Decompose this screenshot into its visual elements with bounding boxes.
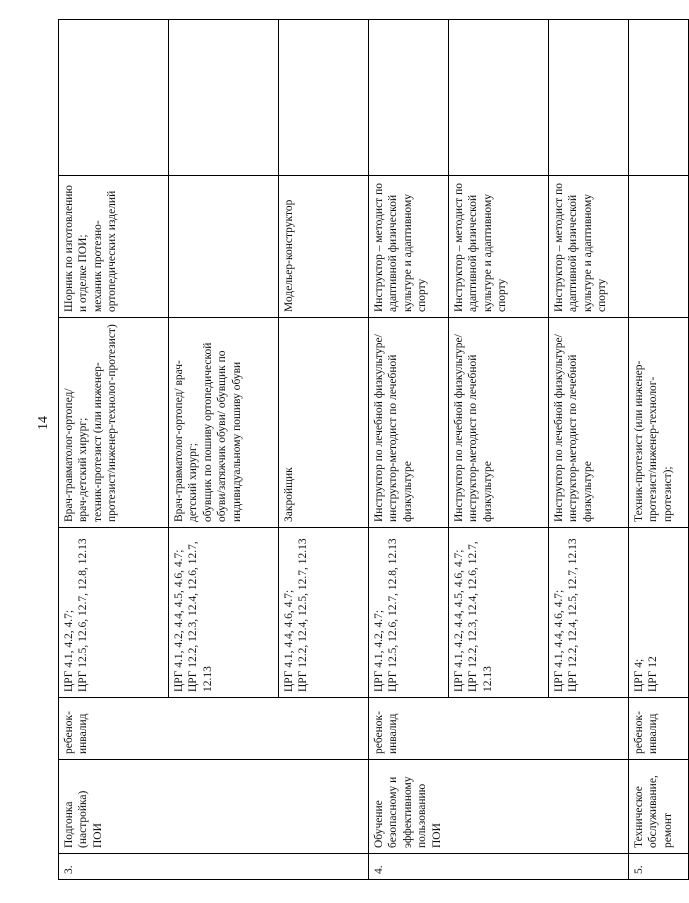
specialists-cell: Инструктор по лечебной физкультуре/ инструктор-методист по лечебной физкультуре (369, 318, 449, 528)
staff-cell (169, 176, 279, 318)
table-row (629, 20, 689, 880)
codes-cell: ЦРГ 4.1, 4.2, 4.7; ЦРГ 12.5, 12.6, 12.7, 12.8, 12.13 (369, 528, 449, 698)
empty-cell (369, 20, 449, 176)
codes-cell: ЦРГ 4.1, 4.4, 4.6, 4.7; ЦРГ 12.2, 12.4, 12.5, 12.7, 12.13 (279, 528, 369, 698)
codes-cell: ЦРГ 4.1, 4.4, 4.6, 4.7; ЦРГ 12.2, 12.4, 12.5, 12.7, 12.13 (549, 528, 629, 698)
specialists-cell: Закройщик (279, 318, 369, 528)
category-cell: ребенок-инвалид (59, 698, 369, 760)
staff-cell: Модельер-конструктор (279, 176, 369, 318)
rotated-table-wrapper (58, 20, 674, 880)
staff-cell: Инструктор – методист по адаптивной физической культуре и адаптивному спорту (369, 176, 449, 318)
category-cell: ребенок-инвалид (629, 698, 689, 760)
staff-cell: Инструктор – методист по адаптивной физической культуре и адаптивному спорту (449, 176, 549, 318)
page-number: 14 (36, 416, 51, 430)
rehab-table (58, 19, 689, 880)
codes-cell: ЦРГ 4.1, 4.2, 4.4, 4.5, 4.6, 4.7; ЦРГ 12.2, 12.3, 12.4, 12.6, 12.7, 12.13 (169, 528, 279, 698)
table-row (369, 20, 449, 880)
stage-cell: Техническое обслуживание, ремонт (629, 760, 689, 854)
codes-cell: ЦРГ 4; ЦРГ 12 (629, 528, 689, 698)
specialists-cell: Врач-травматолог-ортопед/ врач-детский хирург; обувщик по пошиву ортопедической обуви/затяжчик обуви/ обувщик по индивидуальному пошиву обуви (169, 318, 279, 528)
empty-cell (59, 20, 169, 176)
row-number: 3. (59, 854, 369, 880)
empty-cell (449, 20, 549, 176)
empty-cell (279, 20, 369, 176)
staff-cell (629, 176, 689, 318)
specialists-cell: Техник-протезист (или инженер-протезист/инженер-технолог-протезист); (629, 318, 689, 528)
row-number: 5. (629, 854, 689, 880)
empty-cell (549, 20, 629, 176)
codes-cell: ЦРГ 4.1, 4.2, 4.4, 4.5, 4.6, 4.7; ЦРГ 12.2, 12.3, 12.4, 12.6, 12.7, 12.13 (449, 528, 549, 698)
row-number: 4. (369, 854, 629, 880)
empty-cell (169, 20, 279, 176)
specialists-cell: Инструктор по лечебной физкультуре/ инструктор-методист по лечебной физкультуре (549, 318, 629, 528)
stage-cell: Обучение безопасному и эффективному пользованию ПОИ (369, 760, 629, 854)
codes-cell: ЦРГ 4.1, 4.2, 4.7; ЦРГ 12.5, 12.6, 12.7, 12.8, 12.13 (59, 528, 169, 698)
table-row (59, 20, 169, 880)
staff-cell: Инструктор – методист по адаптивной физической культуре и адаптивному спорту (549, 176, 629, 318)
empty-cell (629, 20, 689, 176)
specialists-cell: Врач-травматолог-ортопед/ врач-детский хирург; техник-протезист (или инженер-протезист/инженер-технолог-протезист) (59, 318, 169, 528)
specialists-cell: Инструктор по лечебной физкультуре/ инструктор-методист по лечебной физкультуре (449, 318, 549, 528)
category-cell: ребенок-инвалид (369, 698, 629, 760)
staff-cell: Шорник по изготовлению и отделке ПОИ; механик протезно-ортопедических изделий (59, 176, 169, 318)
stage-cell: Подгонка (настройка) ПОИ (59, 760, 369, 854)
